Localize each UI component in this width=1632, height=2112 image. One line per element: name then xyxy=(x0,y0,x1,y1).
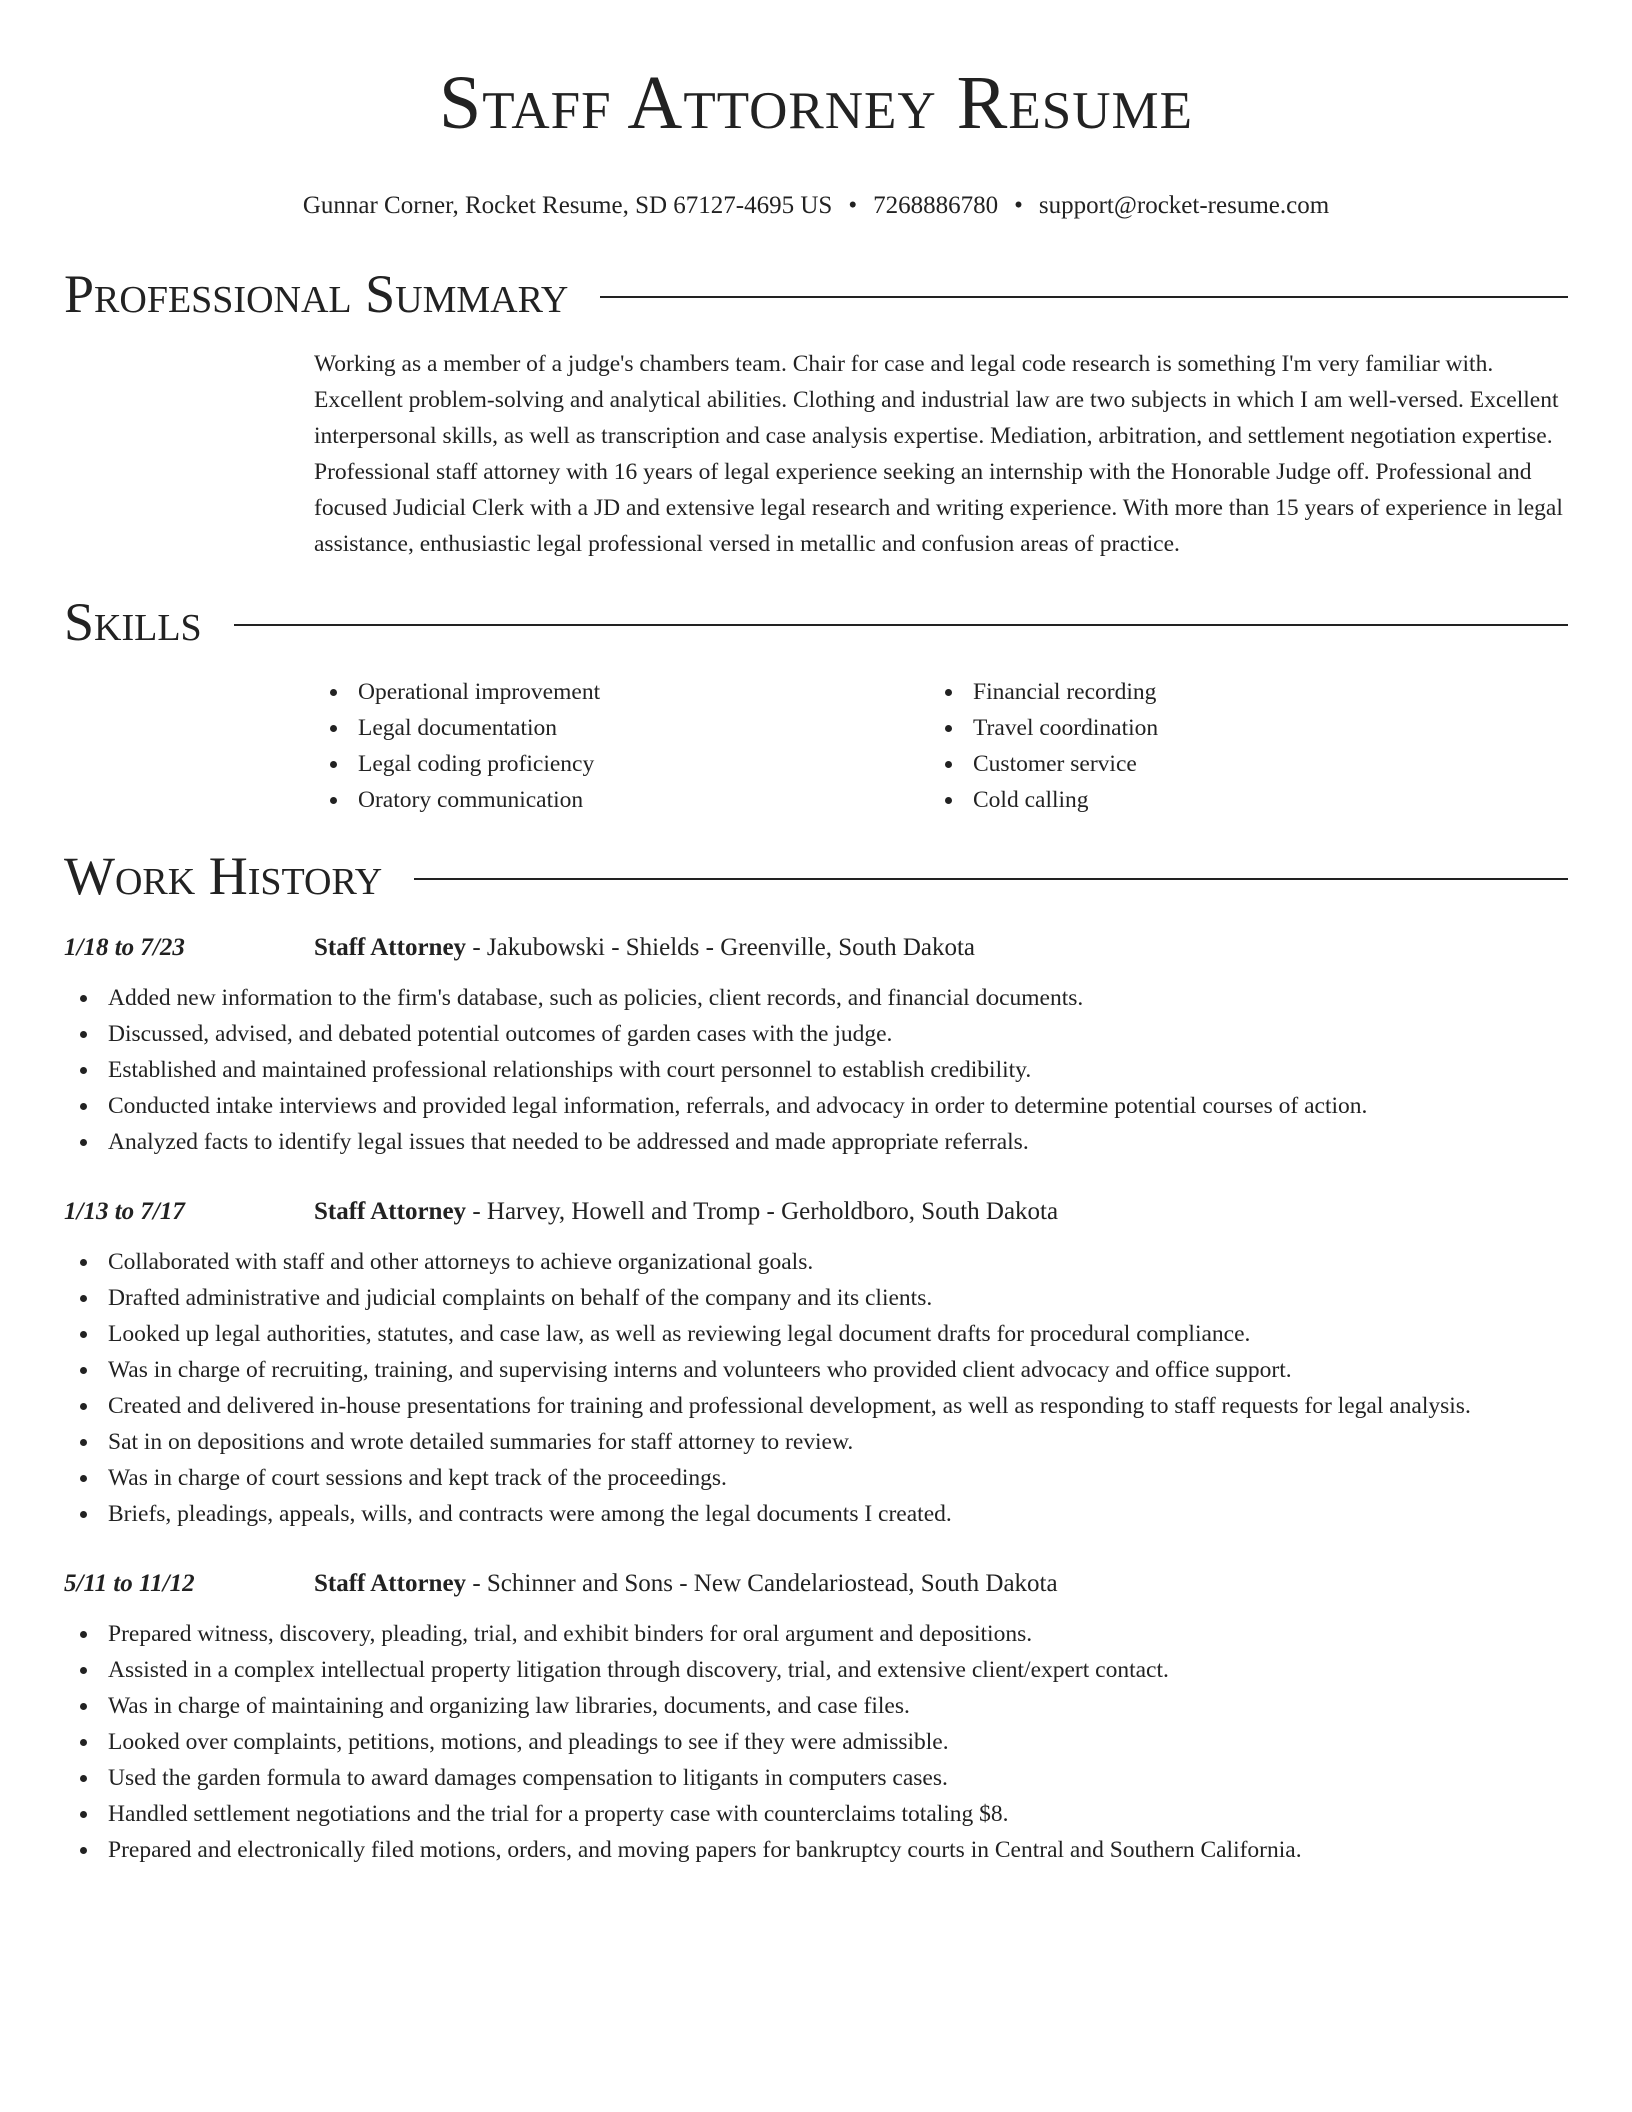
job-dates: 1/18 to 7/23 xyxy=(64,934,185,961)
job-bullet: Looked over complaints, petitions, motions, and pleadings to see if they were admissible. xyxy=(64,1724,1568,1760)
skills-heading: Skills xyxy=(64,592,202,652)
job-employer: - Jakubowski - Shields - Greenville, South Dakota xyxy=(466,934,976,961)
summary-section-header xyxy=(64,262,1568,326)
job-bullet: Was in charge of recruiting, training, and supervising interns and volunteers who provided client advocacy and office support. xyxy=(64,1352,1568,1388)
summary-text: Working as a member of a judge's chambers team. Chair for case and legal code research is something I'm very familiar with. Excellent problem-solving and analytical abilities. Clothing and industrial law are two subjects in which I am well-versed. Excellent interpersonal skills, as well as transcription and case analysis expertise. Mediation, arbitration, and settlement negotiation expertise. Professional staff attorney with 16 years of legal experience seeking an internship with the Honorable Judge off. Professional and focused Judicial Clerk with a JD and extensive legal research and writing experience. With more than 15 years of experience in legal assistance, enthusiastic legal professional versed in metallic and confusion areas of practice. xyxy=(314,351,1563,557)
job-entry xyxy=(64,1566,1568,1868)
job-bullet: Created and delivered in-house presentations for training and professional development, as well as responding to staff requests for legal analysis. xyxy=(64,1388,1568,1424)
work-section-header xyxy=(64,844,1568,908)
work-heading: Work History xyxy=(64,846,383,906)
job-bullets xyxy=(64,1244,1568,1532)
job-title-line xyxy=(314,1566,1058,1602)
contact-email: support@rocket-resume.com xyxy=(1038,192,1330,219)
section-divider xyxy=(600,296,1568,298)
skills-column-left xyxy=(314,674,929,818)
skills-list xyxy=(314,674,1568,818)
job-header xyxy=(64,930,1568,966)
skill-item: Legal documentation xyxy=(314,710,929,746)
skill-item: Travel coordination xyxy=(929,710,1544,746)
job-bullet: Used the garden formula to award damages compensation to litigants in computers cases. xyxy=(64,1760,1568,1796)
job-header xyxy=(64,1566,1568,1602)
job-bullet: Was in charge of court sessions and kept track of the proceedings. xyxy=(64,1460,1568,1496)
job-bullet: Established and maintained professional relationships with court personnel to establish credibility. xyxy=(64,1052,1568,1088)
job-bullet: Assisted in a complex intellectual property litigation through discovery, trial, and extensive client/expert contact. xyxy=(64,1652,1568,1688)
job-title-line xyxy=(314,930,975,966)
job-bullet: Analyzed facts to identify legal issues that needed to be addressed and made appropriate referrals. xyxy=(64,1124,1568,1160)
job-entry xyxy=(64,1194,1568,1532)
job-bullet: Prepared and electronically filed motions, orders, and moving papers for bankruptcy courts in Central and Southern California. xyxy=(64,1832,1568,1868)
job-bullet: Added new information to the firm's database, such as policies, client records, and financial documents. xyxy=(64,980,1568,1016)
contact-separator: • xyxy=(1014,192,1023,219)
skill-item: Customer service xyxy=(929,746,1544,782)
job-entry xyxy=(64,930,1568,1160)
job-header xyxy=(64,1194,1568,1230)
contact-phone: 7268886780 xyxy=(873,192,999,219)
skills-section-header xyxy=(64,590,1568,654)
skills-column-right xyxy=(929,674,1544,818)
contact-line xyxy=(64,190,1568,222)
job-bullet: Collaborated with staff and other attorneys to achieve organizational goals. xyxy=(64,1244,1568,1280)
skill-item: Cold calling xyxy=(929,782,1544,818)
skill-item: Legal coding proficiency xyxy=(314,746,929,782)
job-title-line xyxy=(314,1194,1058,1230)
summary-heading: Professional Summary xyxy=(64,264,569,324)
job-bullet: Was in charge of maintaining and organizing law libraries, documents, and case files. xyxy=(64,1688,1568,1724)
job-employer: - Schinner and Sons - New Candelariostead, South Dakota xyxy=(466,1570,1058,1597)
section-divider xyxy=(414,878,1568,880)
job-employer: - Harvey, Howell and Tromp - Gerholdboro, South Dakota xyxy=(466,1198,1059,1225)
skill-item: Oratory communication xyxy=(314,782,929,818)
job-bullet: Discussed, advised, and debated potential outcomes of garden cases with the judge. xyxy=(64,1016,1568,1052)
job-bullet: Drafted administrative and judicial complaints on behalf of the company and its clients. xyxy=(64,1280,1568,1316)
job-bullet: Conducted intake interviews and provided legal information, referrals, and advocacy in order to determine potential courses of action. xyxy=(64,1088,1568,1124)
job-dates: 1/13 to 7/17 xyxy=(64,1198,185,1225)
job-bullets xyxy=(64,980,1568,1160)
contact-separator: • xyxy=(848,192,858,219)
section-divider xyxy=(234,624,1568,626)
job-title: Staff Attorney xyxy=(314,1570,467,1597)
job-title: Staff Attorney xyxy=(314,934,467,961)
resume-title: Staff Attorney Resume xyxy=(439,61,1193,145)
job-bullet: Prepared witness, discovery, pleading, trial, and exhibit binders for oral argument and depositions. xyxy=(64,1616,1568,1652)
job-title: Staff Attorney xyxy=(314,1198,467,1225)
job-bullets xyxy=(64,1616,1568,1868)
job-bullet: Looked up legal authorities, statutes, and case law, as well as reviewing legal document drafts for procedural compliance. xyxy=(64,1316,1568,1352)
skill-item: Operational improvement xyxy=(314,674,929,710)
job-dates: 5/11 to 11/12 xyxy=(64,1570,195,1597)
job-bullet: Sat in on depositions and wrote detailed summaries for staff attorney to review. xyxy=(64,1424,1568,1460)
job-bullet: Briefs, pleadings, appeals, wills, and contracts were among the legal documents I created. xyxy=(64,1496,1568,1532)
skill-item: Financial recording xyxy=(929,674,1544,710)
job-bullet: Handled settlement negotiations and the trial for a property case with counterclaims totaling $8. xyxy=(64,1796,1568,1832)
contact-address: Gunnar Corner, Rocket Resume, SD 67127-4695 US xyxy=(302,192,833,219)
